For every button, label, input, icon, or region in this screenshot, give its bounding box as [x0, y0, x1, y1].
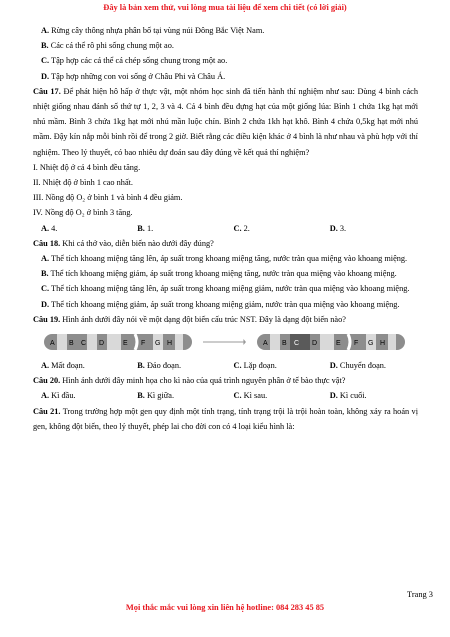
- q16-option-c: C. Tập hợp các cá thể cá chép sống chung trong một ao.: [41, 56, 228, 66]
- chromosome-figure: [33, 329, 418, 355]
- q21-stem: Câu 21. Trong trường hợp một gen quy định một tính trạng, tính trạng trội là trội hoàn toàn, không xảy ra hoán vị gen, không đột biến, theo lý thuyết, phép lai cho đời con có 4 loại kiểu hình là:: [33, 406, 419, 431]
- chromosome-before-drawing: [43, 332, 193, 352]
- q20-options: [33, 388, 418, 403]
- chromosome-before: [43, 332, 193, 352]
- q17-option-b: B. 1.: [137, 223, 154, 233]
- q18-option-c: C. Thể tích khoang miệng tăng lên, áp suất trong khoang miệng giảm, nước tràn qua miệng vào khoang miệng.: [41, 284, 410, 294]
- svg-text:C: C: [294, 340, 300, 348]
- svg-text:H: H: [167, 340, 173, 348]
- svg-text:G: G: [368, 340, 374, 348]
- arrow-icon: [203, 342, 246, 343]
- q17-option-a: A. 4.: [41, 223, 58, 233]
- q20-option-b: B. Kì giữa.: [137, 391, 175, 401]
- q17-option-c: C. 2.: [233, 223, 250, 233]
- q17-options: [33, 221, 418, 236]
- band-label: A: [50, 340, 55, 348]
- q19-option-a: A. Mất đoạn.: [41, 361, 85, 371]
- preview-banner: Đây là bản xem thử, vui lòng mua tài liệu để xem chi tiết (có lời giải): [103, 3, 347, 12]
- q19-option-b: B. Đảo đoạn.: [137, 361, 182, 371]
- svg-text:B: B: [69, 340, 74, 348]
- chromosome-after-drawing: [256, 332, 406, 352]
- q18-option-b: B. Thể tích khoang miệng giảm, áp suất trong khoang miệng tăng, nước tràn qua miệng vào khoang miệng.: [41, 269, 397, 279]
- q18-option-a: A. Thể tích khoang miệng tăng lên, áp suất trong khoang miệng tăng, nước tràn qua miệng vào khoang miệng.: [41, 254, 408, 264]
- svg-text:D: D: [312, 340, 318, 348]
- q18-stem: Câu 18. Khi cá thở vào, diễn biến nào dưới đây đúng?: [33, 238, 214, 248]
- svg-text:B: B: [282, 340, 287, 348]
- page-number: Trang 3: [407, 590, 433, 599]
- q20-stem: Câu 20. Hình ảnh dưới đây minh họa cho kì nào của quá trình nguyên phân ở tế bào thực vật?: [33, 376, 346, 386]
- q20-option-a: A. Kì đầu.: [41, 391, 76, 401]
- svg-text:A: A: [263, 340, 268, 348]
- q16-option-a: A. Rừng cây thông nhựa phân bố tại vùng núi Đông Bắc Việt Nam.: [41, 26, 265, 35]
- svg-text:E: E: [123, 340, 128, 348]
- svg-text:G: G: [155, 340, 161, 348]
- q17-statement-4: IV. Nồng độ O₂ ở bình 3 tăng.: [33, 208, 133, 218]
- q17-statement-3: III. Nồng độ O₂ ở bình 1 và bình 4 đều giảm.: [33, 193, 183, 203]
- q17-statement-1: I. Nhiệt độ ở cả 4 bình đều tăng.: [33, 162, 141, 172]
- q16-option-b: B. Các cá thể rô phi sống chung một ao.: [41, 41, 174, 51]
- q17-option-d: D. 3.: [329, 223, 347, 233]
- svg-text:H: H: [380, 340, 386, 348]
- svg-text:F: F: [354, 340, 359, 348]
- q19-option-d: D. Chuyển đoạn.: [329, 361, 386, 371]
- svg-text:E: E: [336, 340, 341, 348]
- hotline-footer: Mọi thắc mắc vui lòng xin liên hệ hotline: 084 283 45 85: [125, 603, 325, 612]
- q18-option-d: D. Thể tích khoang miệng giảm, áp suất trong khoang miệng giảm, nước tràn qua miệng vào khoang miệng.: [41, 299, 400, 309]
- q19-option-c: C. Lặp đoạn.: [233, 361, 277, 371]
- q17-stem: Câu 17. Để phát hiện hô hấp ở thực vật, một nhóm học sinh đã tiến hành thí nghiệm như sau: Dùng 4 bình cách nhiệt giống nhau đánh số thứ tự 1, 2, 3 và 4. Cả 4 bình đều đựng hạt của một giống lúa: Bình 1 chứa 1kg hạt mới nhú mầm. Bình 3 chứa 1kg hạt mới nhú mần luộc chín. Bình 2 chứa 1kh hạt khô. Bình 4 chứa 0,5kg hạt mới nhú mầm. Đậy kín nắp mỗi bình rồi để trong 2 giờ. Biết rằng các điều kiện khác ở 4 bình là như nhau và phù hợp với thí nghiệm. Theo lý thuyết, có bao nhiêu dự đoán sau đây đúng về kết quả thí nghiệm?: [33, 86, 418, 157]
- svg-text:F: F: [141, 340, 146, 348]
- q19-options: [33, 358, 418, 373]
- q16-option-d: D. Tập hợp những con voi sống ở Châu Phi và Châu Á.: [41, 71, 226, 81]
- q20-option-d: D. Kì cuối.: [329, 391, 367, 401]
- svg-text:C: C: [81, 340, 87, 348]
- q20-option-c: C. Kì sau.: [233, 391, 268, 401]
- svg-text:D: D: [99, 340, 105, 348]
- chromosome-after: [256, 332, 406, 352]
- exam-content: [33, 23, 418, 434]
- q17-statement-2: II. Nhiệt độ ở bình 1 cao nhất.: [33, 178, 134, 188]
- q19-stem: Câu 19. Hình ảnh dưới đây nói về một dạng đột biến cấu trúc NST. Đây là dạng đột biến nào?: [33, 314, 346, 324]
